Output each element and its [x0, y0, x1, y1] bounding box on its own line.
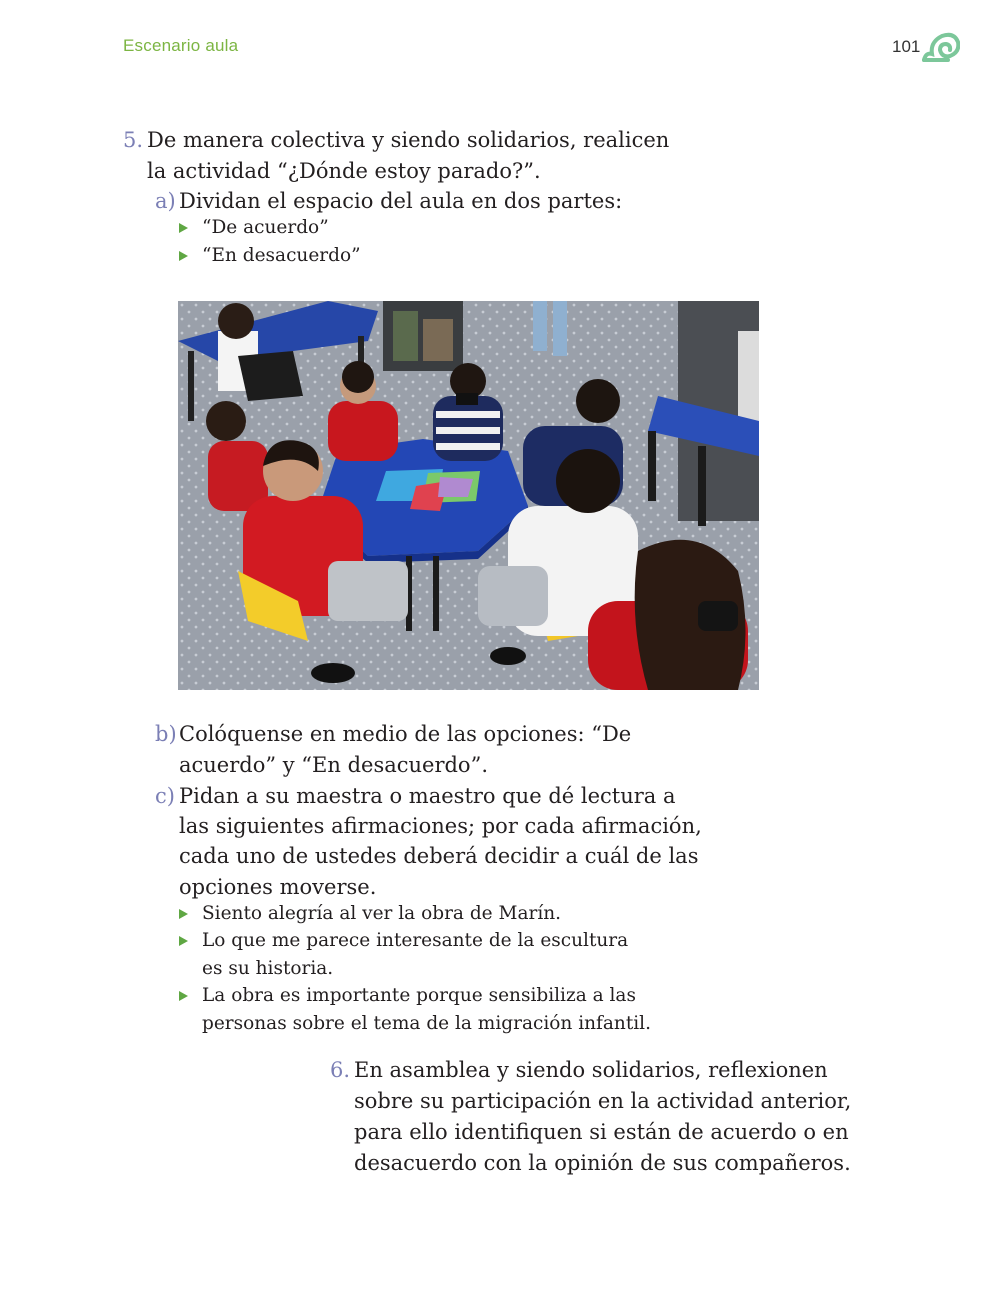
item-5b-line-2: acuerdo” y “En desacuerdo”.	[179, 753, 488, 777]
item-5a-letter: a)	[155, 189, 176, 213]
statement-3-line-2: personas sobre el tema de la migración infantil.	[202, 1013, 651, 1034]
item-5b-line-1: Colóquense en medio de las opciones: “De	[179, 722, 632, 746]
item-6-line-3: para ello identifiquen si están de acuerdo o en	[354, 1120, 849, 1144]
item-6-line-1: En asamblea y siendo solidarios, reflexionen	[354, 1058, 828, 1082]
snail-spiral-icon	[922, 30, 960, 62]
item-5b-letter: b)	[155, 722, 177, 746]
bullet-arrow-icon	[179, 936, 188, 946]
item-5c-line-2: las siguientes afirmaciones; por cada afirmación,	[179, 814, 702, 838]
item-5c-line-3: cada uno de ustedes deberá decidir a cuál de las	[179, 844, 699, 868]
item-5-number: 5.	[123, 128, 144, 152]
item-5c-line-1: Pidan a su maestra o maestro que dé lectura a	[179, 784, 676, 808]
item-5c-line-4: opciones moverse.	[179, 875, 377, 899]
bullet-en-desacuerdo: “En desacuerdo”	[202, 245, 361, 266]
statement-2-line-1: Lo que me parece interesante de la escultura	[202, 930, 629, 951]
statement-3-line-1: La obra es importante porque sensibiliza a las	[202, 985, 636, 1006]
statement-2-line-2: es su historia.	[202, 958, 334, 979]
photo-children-classroom	[178, 301, 759, 690]
bullet-arrow-icon	[179, 223, 188, 233]
bullet-arrow-icon	[179, 909, 188, 919]
section-title: Escenario aula	[123, 36, 239, 55]
item-6-line-2: sobre su participación en la actividad anterior,	[354, 1089, 852, 1113]
item-5c-letter: c)	[155, 784, 175, 808]
item-6-line-4: desacuerdo con la opinión de sus compañeros.	[354, 1151, 851, 1175]
item-5a-text: Dividan el espacio del aula en dos partes:	[179, 189, 623, 213]
item-5-line-2: la actividad “¿Dónde estoy parado?”.	[147, 159, 541, 183]
bullet-arrow-icon	[179, 991, 188, 1001]
bullet-arrow-icon	[179, 251, 188, 261]
page-number: 101	[892, 37, 921, 56]
item-5-line-1: De manera colectiva y siendo solidarios, realicen	[147, 128, 670, 152]
item-6-number: 6.	[330, 1058, 351, 1082]
bullet-de-acuerdo: “De acuerdo”	[202, 217, 329, 238]
statement-1: Siento alegría al ver la obra de Marín.	[202, 903, 562, 924]
